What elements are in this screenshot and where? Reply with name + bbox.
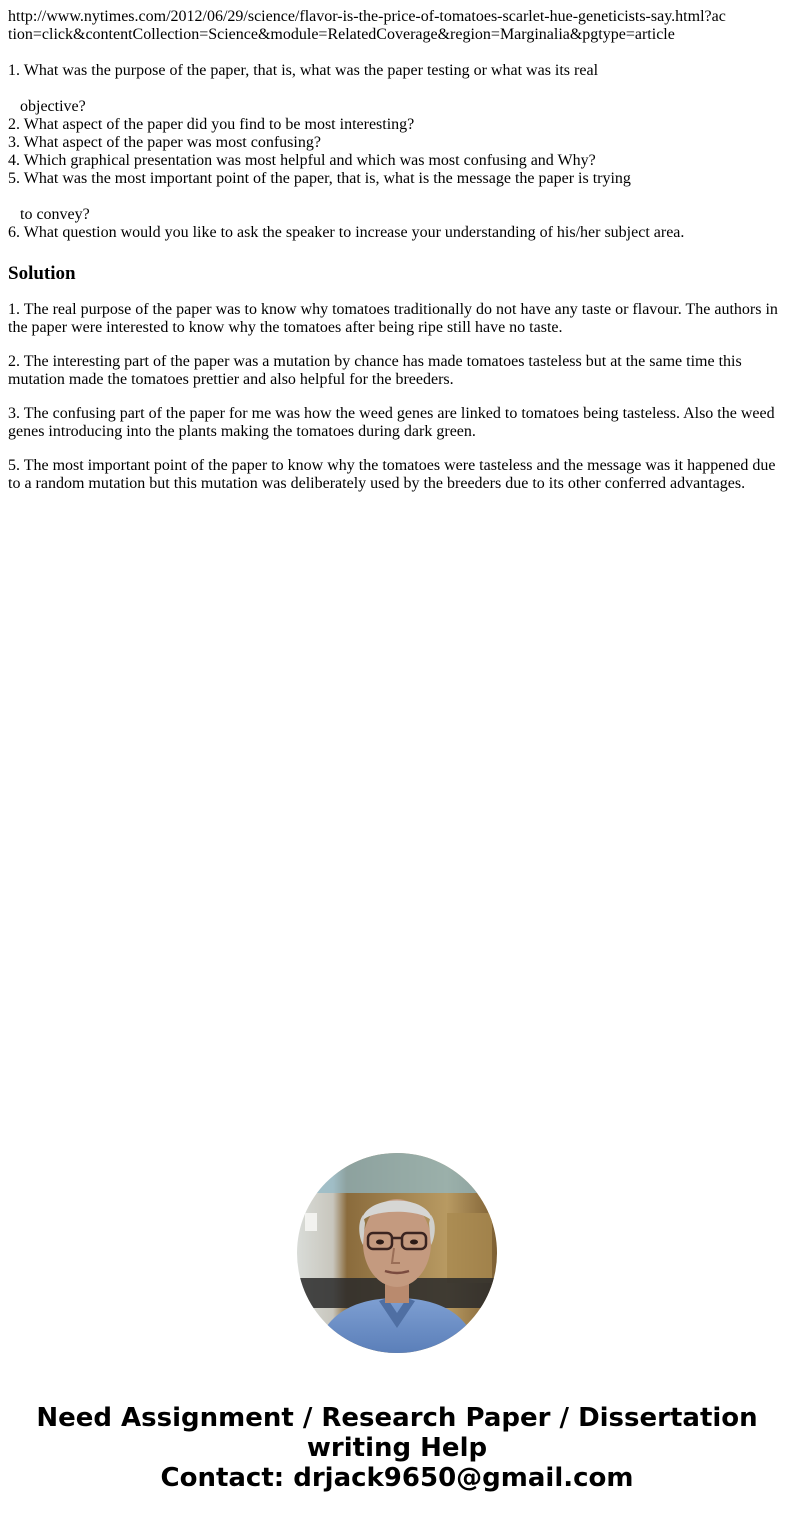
question-5-continuation: to convey? xyxy=(20,206,90,223)
promo-banner xyxy=(0,1403,794,1493)
question-3: 3. What aspect of the paper was most confusing? xyxy=(8,134,321,151)
avatar-portrait-image xyxy=(297,1153,497,1353)
promo-line-1: Need Assignment / Research Paper / Dissertation xyxy=(36,1403,758,1433)
source-url[interactable]: http://www.nytimes.com/2012/06/29/science/flavor-is-the-price-of-tomatoes-scarlet-hue-geneticists-say.html?action=click&contentCollection=Science&module=RelatedCoverage&region=Marginalia&pgtype=article xyxy=(8,8,726,43)
promo-line-2: writing Help xyxy=(306,1433,488,1463)
spacer xyxy=(8,242,786,263)
spacer xyxy=(8,188,786,206)
spacer xyxy=(8,44,786,62)
promo-contact-email[interactable]: Contact: drjack9650@gmail.com xyxy=(160,1463,634,1493)
avatar xyxy=(297,1153,497,1353)
spacer xyxy=(8,285,786,301)
answer-3: 3. The confusing part of the paper for me was how the weed genes are linked to tomatoes being tasteless. Also the weed genes introducing into the plants making the tomatoes during dark green. xyxy=(8,405,775,440)
spacer xyxy=(8,80,786,98)
document-body xyxy=(8,8,786,493)
answer-2: 2. The interesting part of the paper was a mutation by chance has made tomatoes tasteless but at the same time this mutation made the tomatoes prettier and also helpful for the breeders. xyxy=(8,353,742,388)
answer-1: 1. The real purpose of the paper was to know why tomatoes traditionally do not have any taste or flavour. The authors in the paper were interested to know why the tomatoes after being ripe still have no taste. xyxy=(8,301,778,336)
solution-heading: Solution xyxy=(8,263,76,284)
spacer xyxy=(8,441,786,457)
question-1: 1. What was the purpose of the paper, that is, what was the paper testing or what was its real xyxy=(8,62,599,79)
question-6: 6. What question would you like to ask the speaker to increase your understanding of his/her subject area. xyxy=(8,224,685,241)
question-2: 2. What aspect of the paper did you find to be most interesting? xyxy=(8,116,415,133)
answer-5: 5. The most important point of the paper to know why the tomatoes were tasteless and the message was it happened due to a random mutation but this mutation was deliberately used by the breeders due to its other conferred advantages. xyxy=(8,457,776,492)
spacer xyxy=(8,389,786,405)
question-4: 4. Which graphical presentation was most helpful and which was most confusing and Why? xyxy=(8,152,596,169)
question-5: 5. What was the most important point of the paper, that is, what is the message the paper is trying xyxy=(8,170,631,187)
spacer xyxy=(8,337,786,353)
question-1-continuation: objective? xyxy=(20,98,86,115)
